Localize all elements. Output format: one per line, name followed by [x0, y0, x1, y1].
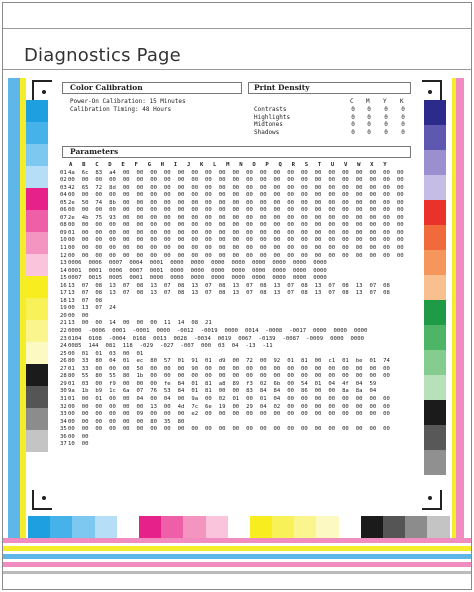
parameters-row [60, 177, 404, 185]
parameters-column-header: F [134, 162, 138, 168]
parameters-row-number: 04 [60, 192, 67, 199]
parameters-row-values: 00 00 00 00 00 00 00 00 00 00 00 00 00 00 00 00 00 00 00 00 00 00 00 00 00 [68, 192, 404, 199]
parameters-row [60, 222, 404, 230]
parameters-row-number: 15 [60, 275, 67, 282]
right-swatch-column [424, 100, 446, 475]
parameters-column-header: Y [383, 162, 387, 168]
parameters-row [60, 298, 404, 306]
parameters-row-number: 24 [60, 343, 67, 350]
parameters-row [60, 260, 404, 268]
parameters-row [60, 283, 404, 291]
parameters-row-values: 00 00 [68, 433, 89, 440]
left-swatch-column [26, 100, 48, 452]
density-value: 0 [401, 106, 405, 113]
registration-mark-bottom-left [32, 490, 52, 510]
cyan-strip-left [8, 78, 20, 540]
parameters-row-values: 00 00 00 00 00 00 00 00 00 00 00 00 00 00 00 00 00 00 00 00 00 00 00 00 00 [68, 177, 404, 184]
parameters-title: Parameters [70, 147, 119, 156]
parameters-row-values: 00 00 00 00 00 00 00 00 00 00 00 00 00 00 00 00 00 00 00 00 00 00 00 00 00 [68, 245, 404, 252]
registration-mark-top-right [422, 80, 442, 100]
parameters-row-number: 19 [60, 305, 67, 312]
density-column-header: M [366, 98, 370, 105]
parameters-row [60, 275, 404, 283]
parameters-row-values: 00 00 00 00 00 00 00 00 00 00 00 00 00 00 00 00 00 00 00 00 00 00 00 00 00 [68, 237, 404, 244]
parameters-column-header: L [213, 162, 217, 168]
parameters-row-number: 13 [60, 260, 67, 267]
density-value: 0 [384, 113, 388, 121]
parameters-row-number: 02 [60, 177, 67, 184]
density-row-label: Shadows [254, 128, 280, 136]
parameters-row-values: 4a 6c 83 a4 00 00 00 00 00 00 00 00 00 00 00 00 00 00 00 00 00 00 00 00 00 [68, 169, 404, 176]
parameters-row-values: 00 00 00 00 00 00 00 00 00 00 00 00 00 00 00 00 00 00 00 00 00 00 00 00 00 [68, 222, 404, 229]
parameters-row-values: 0007 0015 0005 0001 0000 0000 0000 0000 0000 0000 0000 0000 0000 [68, 275, 327, 282]
parameters-row-number: 29 [60, 380, 67, 387]
parameters-column-header: K [199, 162, 204, 168]
parameters-row-values: 01 03 00 f9 00 00 00 fe 84 01 81 a8 89 f3 02 6b 00 54 01 04 4f 04 59 [68, 380, 377, 387]
parameters-row [60, 396, 404, 404]
parameters-row-number: 35 [60, 426, 67, 433]
parameters-column-header: Q [278, 162, 282, 168]
parameters-column-header: V [343, 162, 348, 168]
parameters-row-values: 9a 1b b9 1c 6a 07 76 53 84 01 81 00 00 83 84 84 00 86 00 00 8a 8a 04 [68, 388, 377, 395]
parameters-column-header: S [304, 162, 309, 168]
parameters-row-values: 00 00 00 00 00 00 00 00 00 00 00 00 00 00 00 00 00 00 00 00 00 00 00 00 00 [68, 252, 404, 259]
parameters-row-values: 13 07 08 13 07 08 13 07 08 13 07 08 13 07 08 13 07 08 13 07 08 13 07 08 [68, 290, 390, 297]
parameters-row [60, 192, 404, 200]
registration-mark-bottom-right [422, 490, 442, 510]
parameters-row [60, 419, 404, 427]
parameters-row-values: 2e 4b 75 93 00 00 00 00 00 00 00 00 00 00 00 00 00 00 00 00 00 00 00 00 00 [68, 214, 404, 221]
parameters-row [60, 230, 404, 238]
parameters-row [60, 215, 404, 223]
parameters-row-values: 0104 0108 -0004 0168 0013 0028 -0034 0019 0067 -0139 -0087 -0009 0000 0000 [68, 335, 365, 342]
density-value: 0 [367, 106, 371, 113]
parameters-column-header: P [265, 162, 269, 168]
parameters-row-values: 00 00 [68, 312, 89, 319]
parameters-row-values: 2e 50 74 8b 00 00 00 00 00 00 00 00 00 00 00 00 00 00 00 00 00 00 00 00 00 [68, 199, 404, 206]
parameters-row-values: 01 00 00 00 00 00 00 00 00 00 00 00 00 00 00 00 00 00 00 00 00 00 00 00 00 [68, 229, 404, 236]
print-density-title: Print Density [254, 83, 310, 92]
parameters-column-header: X [370, 162, 374, 168]
parameters-row [60, 185, 404, 193]
parameters-row-values: 01 00 01 00 00 04 00 04 00 9a 00 02 01 00 01 04 00 00 00 00 00 00 00 00 [68, 395, 390, 402]
parameters-row-values: 0085 144 081 118 -029 -027 -007 000 03 04 -13 -11 [68, 343, 273, 350]
bottom-color-bands [3, 538, 471, 574]
parameters-row-number: 06 [60, 207, 67, 214]
parameters-column-header: W [357, 162, 361, 168]
parameters-header-row [60, 162, 404, 170]
parameters-row-number: 22 [60, 328, 67, 335]
density-value: 0 [351, 106, 355, 113]
parameters-row [60, 411, 404, 419]
bottom-swatch-row [28, 516, 450, 538]
density-value: 0 [351, 113, 355, 121]
parameters-row [60, 336, 404, 344]
parameters-row [60, 441, 404, 449]
parameters-column-header: C [95, 162, 99, 168]
density-value: 0 [384, 106, 388, 113]
parameters-row-number: 18 [60, 297, 67, 304]
parameters-row [60, 207, 404, 215]
calibration-line-power-on: Power-On Calibration: 15 Minutes [70, 98, 186, 105]
parameters-row-values: 13 07 08 13 07 08 13 07 08 13 07 08 13 07 08 13 07 08 13 07 08 13 07 08 [68, 282, 390, 289]
parameters-column-header: U [330, 162, 335, 168]
parameters-row [60, 170, 404, 178]
density-column-header: K [400, 98, 404, 105]
parameters-column-header: E [121, 162, 125, 168]
density-value: 0 [384, 121, 388, 128]
parameters-row [60, 200, 404, 208]
parameters-column-header: N [239, 162, 243, 168]
parameters-row-number: 20 [60, 312, 67, 319]
parameters-row [60, 320, 404, 328]
parameters-row [60, 366, 404, 374]
parameters-row [60, 426, 404, 434]
parameters-row-number: 37 [60, 441, 67, 448]
parameters-row [60, 237, 404, 245]
parameters-row-number: 34 [60, 418, 67, 425]
parameters-column-header: O [252, 162, 256, 168]
parameters-row-values: 42 65 72 8d 00 00 00 00 00 00 00 00 00 00 00 00 00 00 00 00 00 00 00 00 00 [68, 184, 404, 191]
parameters-column-header: R [291, 162, 295, 168]
parameters-row-values: 0001 0001 0006 0007 0001 0000 0000 0000 0000 0000 0000 0000 0000 [68, 267, 327, 274]
parameters-row [60, 305, 404, 313]
parameters-row-number: 05 [60, 199, 67, 206]
parameters-column-header: T [317, 162, 322, 168]
density-value: 0 [401, 113, 405, 121]
parameters-row-values: 00 00 00 00 00 00 13 00 4d 7c 6e 19 00 29 04 02 00 00 00 00 00 00 00 00 [68, 403, 390, 410]
density-row-label: Highlights [254, 113, 291, 121]
density-value: 0 [367, 113, 371, 121]
parameters-row-values: 00 00 00 00 00 09 00 00 00 e2 00 00 00 00 00 00 00 00 00 00 00 00 00 00 [68, 411, 390, 418]
density-value: 0 [384, 128, 388, 136]
parameters-row-number: 14 [60, 267, 67, 274]
parameters-row-number: 30 [60, 388, 67, 395]
parameters-column-header: A [69, 162, 73, 168]
parameters-row-number: 07 [60, 214, 67, 221]
parameters-row-values: 00 00 00 00 00 00 00 00 00 00 00 00 00 00 00 00 00 00 00 00 00 00 00 00 [68, 426, 390, 433]
magenta-strip-right [456, 78, 464, 568]
parameters-row-number: 31 [60, 395, 67, 402]
parameters-row [60, 351, 404, 359]
parameters-row [60, 268, 404, 276]
parameters-row-values: 13 00 00 14 00 00 00 11 14 08 21 [68, 320, 212, 327]
parameters-column-header: M [226, 162, 230, 168]
parameters-row-number: 27 [60, 365, 67, 372]
parameters-row-number: 28 [60, 373, 67, 380]
parameters-row-number: 09 [60, 229, 67, 236]
parameters-row [60, 373, 404, 381]
parameters-row-values: 00 13 07 24 [68, 305, 116, 312]
parameters-row-values: 80 33 80 04 01 ec 80 57 01 91 01 d9 00 72 00 92 01 81 00 c1 01 be 01 74 [68, 358, 390, 365]
parameters-column-header: J [186, 162, 191, 168]
parameters-row-number: 32 [60, 403, 67, 410]
parameters-column-header: G [147, 162, 151, 168]
parameters-column-header: I [173, 162, 178, 168]
parameters-row [60, 328, 404, 336]
parameters-column-header: D [108, 162, 112, 168]
parameters-row-number: 11 [60, 245, 67, 252]
color-calibration-title: Color Calibration [70, 83, 143, 92]
parameters-row [60, 313, 404, 321]
parameters-row-values: 00 00 00 00 00 00 00 00 00 00 00 00 00 00 00 00 00 00 00 00 00 00 00 00 00 [68, 207, 404, 214]
density-column-header: Y [383, 98, 387, 105]
density-row-label: Midtones [254, 121, 283, 128]
parameters-row-number: 25 [60, 350, 67, 357]
density-row-label: Contrasts [254, 106, 287, 113]
parameters-column-header: H [160, 162, 165, 168]
parameters-row-number: 01 [60, 169, 67, 176]
parameters-row [60, 404, 404, 412]
parameters-row-values: 0006 0006 0007 0004 0001 0000 0000 0000 0000 0000 0000 0000 0000 [68, 260, 327, 267]
parameters-row [60, 388, 404, 396]
parameters-row [60, 358, 404, 366]
parameters-row-values: 0000 -0006 0001 -0001 0000 -0012 -0019 0000 0014 -0008 -0017 0000 0000 0000 [68, 328, 368, 335]
density-value: 0 [401, 121, 405, 128]
parameters-row [60, 343, 404, 351]
parameters-row-values: 10 00 [68, 441, 89, 448]
density-value: 0 [367, 128, 371, 136]
parameters-row-number: 12 [60, 252, 67, 259]
parameters-row [60, 290, 404, 298]
parameters-row-number: 10 [60, 237, 67, 244]
parameters-row-number: 26 [60, 358, 67, 365]
density-value: 0 [351, 121, 355, 128]
density-value: 0 [367, 121, 371, 128]
parameters-row-number: 23 [60, 335, 67, 342]
parameters-row-number: 33 [60, 411, 67, 418]
density-value: 0 [351, 128, 355, 136]
parameters-row-number: 36 [60, 433, 67, 440]
parameters-row-number: 16 [60, 282, 67, 289]
parameters-row [60, 253, 404, 261]
calibration-line-timing: Calibration Timing: 48 Hours [70, 105, 172, 113]
parameters-row [60, 245, 404, 253]
parameters-row-values: 00 00 00 00 00 00 80 35 80 [68, 418, 185, 425]
parameters-row-values: 80 55 80 55 80 1b 00 00 00 00 00 00 00 00 00 00 00 00 00 00 00 00 00 00 [68, 373, 390, 380]
parameters-row-values: 13 07 08 [68, 297, 103, 304]
parameters-row-values: 01 33 00 00 00 50 00 00 00 90 00 00 00 00 00 00 00 00 00 00 00 00 00 00 [68, 365, 390, 372]
page-title: Diagnostics Page [24, 45, 181, 66]
parameters-row-number: 08 [60, 222, 67, 229]
parameters-table [60, 162, 404, 449]
parameters-column-header: B [82, 162, 86, 168]
density-column-header: C [350, 98, 354, 105]
parameters-row-values: 00 01 01 03 00 01 [68, 350, 144, 357]
parameters-row [60, 381, 404, 389]
parameters-row-number: 21 [60, 320, 67, 327]
registration-mark-top-left [32, 80, 52, 100]
parameters-row [60, 434, 404, 442]
parameters-row-number: 17 [60, 290, 67, 297]
parameters-row-number: 03 [60, 184, 67, 191]
density-value: 0 [401, 128, 405, 136]
